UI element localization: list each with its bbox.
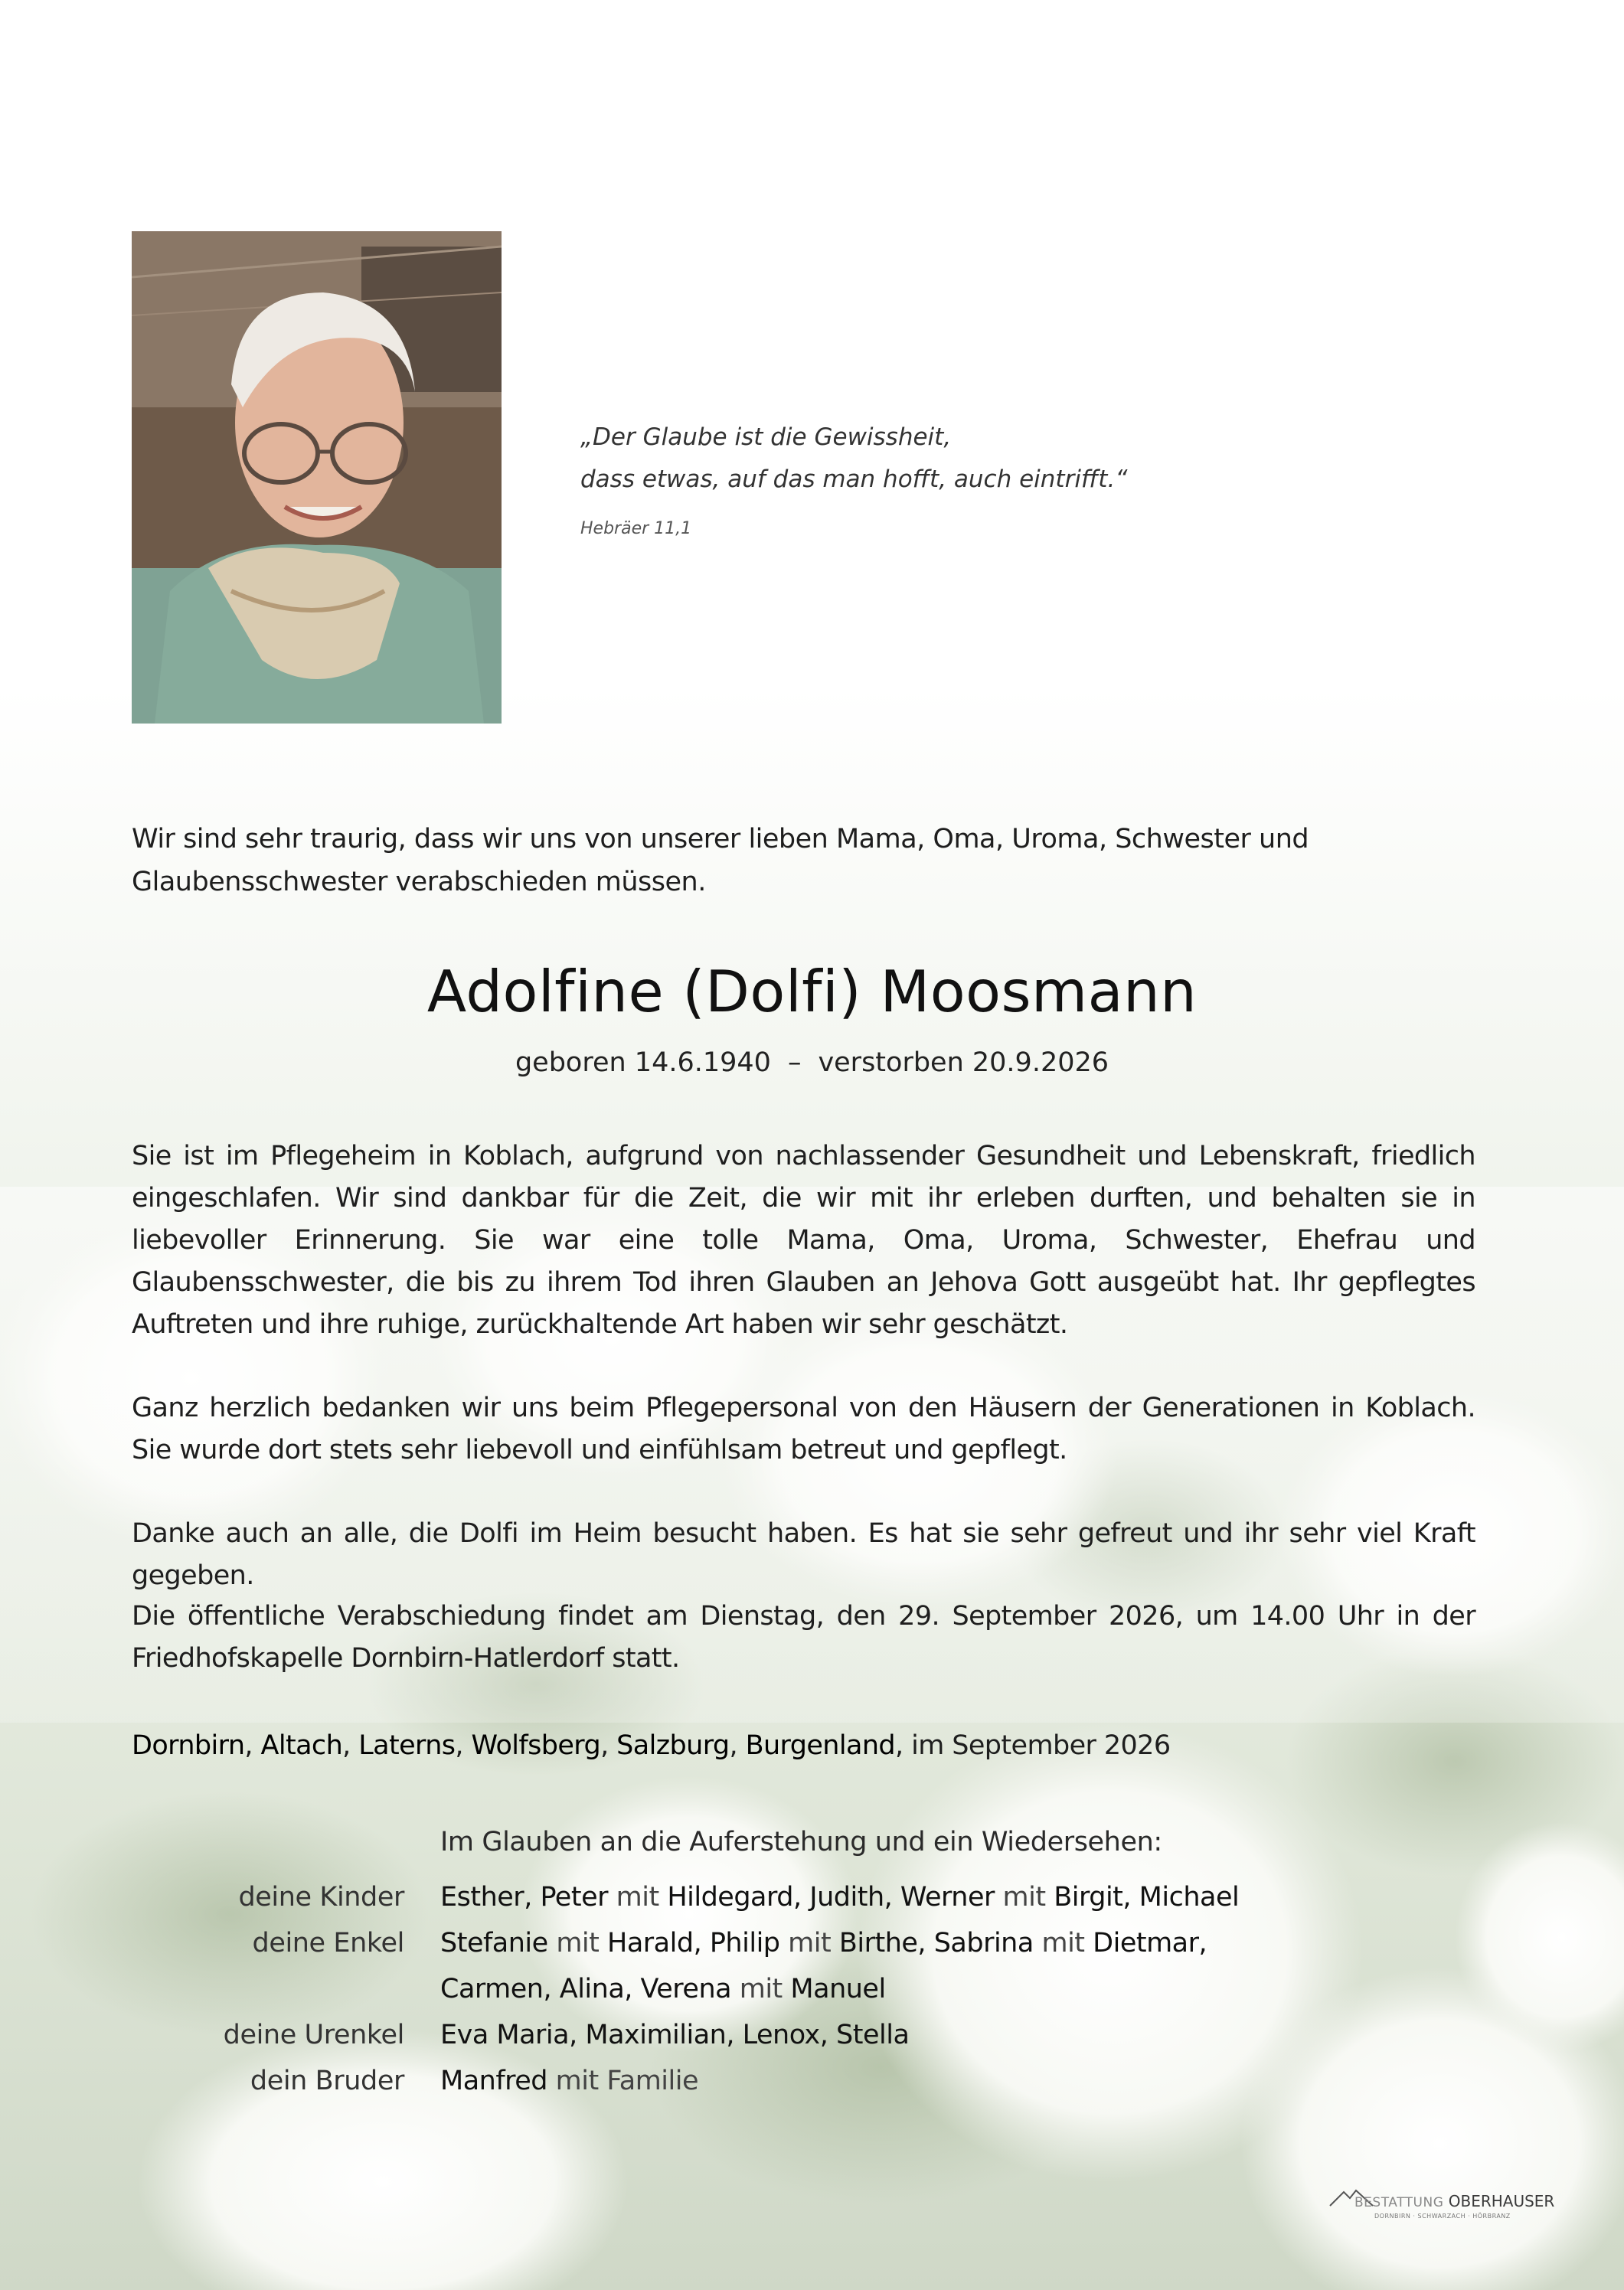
place: Salzburg [616, 1730, 730, 1761]
quote-source: Hebräer 11,1 [580, 519, 692, 538]
place: Dornbirn [132, 1730, 245, 1761]
quote-line-2: dass etwas, auf das man hofft, auch eintrifft.“ [580, 466, 1128, 493]
places-line: Dornbirn, Altach, Laterns, Wolfsberg, Salzburg, Burgenland, im September 2026 [132, 1730, 1171, 1761]
names-enkel-cont: Carmen, Alina, Verena mit Manuel [440, 1974, 886, 2004]
portrait-photo [132, 231, 502, 724]
intro-text: Wir sind sehr traurig, dass wir uns von unserer lieben Mama, Oma, Uroma, Schwester und Glaubensschwester verabschieden müssen. [132, 824, 1309, 897]
label-urenkel: deine Urenkel [223, 2020, 404, 2050]
logo-title: BESTATTUNG OBERHAUSER [1354, 2192, 1555, 2210]
label-bruder: dein Bruder [250, 2066, 404, 2096]
names-urenkel: Eva Maria, Maximilian, Lenox, Stella [440, 2020, 910, 2050]
logo-places: DORNBIRN · SCHWARZACH · HÖRBRANZ [1374, 2213, 1511, 2220]
paragraph-thanks-visitors: Danke auch an alle, die Dolfi im Heim besucht haben. Es hat sie sehr gefreut und ihr sehr viel Kraft gegeben. [132, 1518, 1475, 1591]
place: Laterns [358, 1730, 456, 1761]
mourners-intro: Im Glauben an die Auferstehung und ein Wiedersehen: [440, 1827, 1162, 1857]
paragraph-passing: Sie ist im Pflegeheim in Koblach, aufgrund von nachlassender Gesundheit und Lebenskraft, friedlich eingeschlafen. Wir sind dankbar für die Zeit, die wir mit ihr erleben durften, und behalten sie in liebevoller Erinnerung. Sie war eine tolle Mama, Oma, Uroma, Schwester, Ehefrau und Glaubensschwester, die bis zu ihrem Tod ihren Glauben an Jehova Gott ausgeübt hat. Ihr gepflegtes Auftreten und ihre ruhige, zurückhaltende Art haben wir sehr geschätzt. [132, 1141, 1475, 1340]
label-kinder: deine Kinder [238, 1882, 404, 1913]
death-date: verstorben 20.9.2026 [818, 1047, 1109, 1078]
place: Burgenland [745, 1730, 896, 1761]
names-bruder: Manfred mit Familie [440, 2066, 699, 2096]
deceased-name: Adolfine (Dolfi) Moosmann [426, 958, 1198, 1025]
label-enkel: deine Enkel [252, 1928, 404, 1958]
paragraph-farewell: Die öffentliche Verabschiedung findet am Dienstag, den 29. September 2026, um 14.00 Uhr in der Friedhofskapelle Dornbirn-Hatlerdorf statt. [132, 1601, 1475, 1674]
bible-quote [580, 417, 1499, 501]
life-dates [0, 1041, 1624, 1084]
place: Altach [260, 1730, 343, 1761]
place: Wolfsberg [471, 1730, 601, 1761]
places-date: , im September 2026 [895, 1730, 1171, 1761]
paragraph-thanks-care: Ganz herzlich bedanken wir uns beim Pflegepersonal von den Häusern der Generationen in Koblach. Sie wurde dort stets sehr liebevoll und einfühlsam betreut und gepflegt. [132, 1393, 1475, 1465]
funeral-home-logo [1328, 2186, 1555, 2229]
names-kinder: Esther, Peter mit Hildegard, Judith, Werner mit Birgit, Michael [440, 1882, 1240, 1913]
names-enkel: Stefanie mit Harald, Philip mit Birthe, Sabrina mit Dietmar, [440, 1928, 1207, 1958]
quote-line-1: „Der Glaube ist die Gewissheit, [580, 423, 952, 451]
date-separator: – [787, 1047, 802, 1078]
born-date: geboren 14.6.1940 [515, 1047, 771, 1078]
